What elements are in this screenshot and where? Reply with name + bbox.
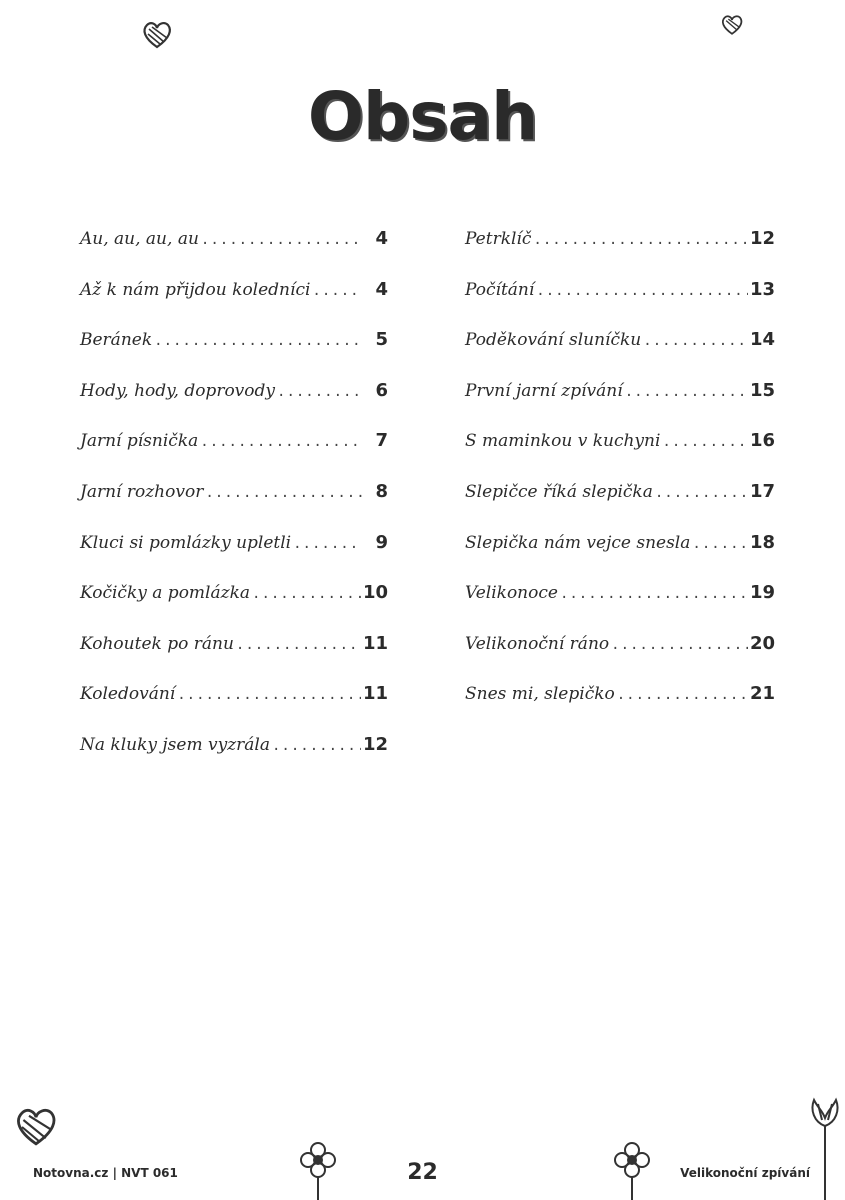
toc-entry-title: Jarní rozhovor: [80, 481, 204, 502]
toc-entry[interactable]: [465, 279, 775, 330]
toc-entry-page: 21: [749, 683, 775, 705]
toc-entry-page: 14: [749, 329, 775, 351]
toc-entry-title: Hody, hody, doprovody: [80, 380, 276, 401]
toc-entry-page: 12: [362, 733, 388, 755]
toc-leader: [312, 283, 362, 299]
toc-entry-title: Petrklíč: [465, 229, 532, 249]
toc-entry[interactable]: [80, 582, 388, 633]
toc-leader: [177, 687, 361, 703]
toc-entry[interactable]: [80, 228, 388, 279]
toc-entry-title: Kohoutek po ránu: [80, 633, 234, 654]
toc-right-column: [465, 228, 775, 734]
toc-entry-page: 13: [749, 278, 775, 300]
toc-entry-page: 7: [375, 430, 388, 452]
toc-entry-page: 16: [749, 430, 775, 452]
toc-leader: [200, 434, 362, 450]
toc-entry[interactable]: [465, 228, 775, 279]
toc-entry[interactable]: [80, 279, 388, 330]
toc-leader: [236, 637, 361, 653]
toc-entry-title: Na kluky jsem vyzrála: [80, 734, 270, 755]
toc-entry[interactable]: [465, 481, 775, 532]
toc-entry[interactable]: [80, 329, 388, 380]
toc-entry-title: Velikonoční ráno: [465, 633, 610, 654]
page-title: Obsah: [307, 78, 538, 155]
toc-leader: [560, 586, 748, 602]
page-number: 22: [407, 1160, 438, 1185]
toc-entry[interactable]: [465, 430, 775, 481]
toc-entry-title: Jarní písnička: [80, 431, 199, 452]
toc-entry-title: Až k nám přijdou koledníci: [80, 279, 311, 300]
toc-leader: [293, 536, 362, 552]
toc-entry-title: Velikonoce: [465, 583, 558, 604]
toc-entry-title: S maminkou v kuchyni: [465, 431, 661, 452]
toc-entry-title: Au, au, au, au: [80, 229, 199, 249]
toc-entry-title: První jarní zpívání: [465, 380, 623, 401]
toc-leader: [272, 738, 361, 754]
toc-entry[interactable]: [465, 633, 775, 684]
toc-entry-title: Koledování: [80, 684, 176, 705]
toc-leader: [655, 485, 748, 501]
toc-entry[interactable]: [465, 532, 775, 583]
toc-entry[interactable]: [465, 582, 775, 633]
toc-entry-title: Slepička nám vejce snesla: [465, 532, 691, 553]
toc-leader: [617, 687, 748, 703]
toc-leader: [536, 283, 748, 299]
toc-entry[interactable]: [80, 734, 388, 785]
toc-entry-page: 5: [375, 329, 388, 351]
toc-entry-page: 17: [749, 480, 775, 502]
toc-entry-page: 10: [362, 582, 388, 604]
toc-leader: [625, 384, 748, 400]
toc-entry[interactable]: [465, 380, 775, 431]
footer-publisher: Notovna.cz | NVT 061: [33, 1166, 178, 1180]
toc-leader: [201, 232, 362, 248]
toc-entry[interactable]: [80, 683, 388, 734]
toc-leader: [252, 586, 361, 602]
toc-entry-title: Slepičce říká slepička: [465, 481, 653, 502]
toc-left-column: [80, 228, 388, 785]
toc-entry-title: Snes mi, slepičko: [465, 684, 615, 705]
toc-entry-title: Beránek: [80, 330, 153, 351]
toc-entry[interactable]: [80, 532, 388, 583]
heart-icon: [10, 1106, 62, 1148]
toc-entry-page: 18: [749, 531, 775, 553]
footer-book-title: Velikonoční zpívání: [680, 1166, 810, 1180]
toc-entry-page: 20: [749, 632, 775, 654]
toc-entry-page: 6: [375, 379, 388, 401]
toc-entry-title: Poděkování sluníčku: [465, 330, 642, 351]
toc-entry[interactable]: [80, 380, 388, 431]
toc-entry-title: Počítání: [465, 279, 535, 300]
heart-icon: [140, 20, 174, 50]
toc-entry-title: Kluci si pomlázky upletli: [80, 532, 292, 553]
toc-entry-page: 19: [749, 582, 775, 604]
toc-entry-title: Kočičky a pomlázka: [80, 583, 251, 604]
toc-entry-page: 11: [362, 632, 388, 654]
toc-entry[interactable]: [465, 329, 775, 380]
toc-entry-page: 4: [375, 278, 388, 300]
toc-entry[interactable]: [80, 430, 388, 481]
heart-icon: [719, 14, 745, 36]
toc-leader: [692, 536, 748, 552]
toc-entry-page: 15: [749, 379, 775, 401]
toc-entry-page: 11: [362, 683, 388, 705]
toc-entry-page: 8: [375, 480, 388, 502]
toc-entry[interactable]: [465, 683, 775, 734]
toc-entry-page: 9: [375, 531, 388, 553]
toc-leader: [154, 333, 362, 349]
toc-leader: [277, 384, 362, 400]
toc-leader: [611, 637, 748, 653]
toc-entry-page: 12: [749, 228, 775, 249]
toc-entry[interactable]: [80, 481, 388, 532]
toc-leader: [533, 232, 748, 248]
toc-leader: [205, 485, 362, 501]
toc-entry-page: 4: [375, 228, 388, 249]
toc-leader: [643, 333, 748, 349]
toc-entry[interactable]: [80, 633, 388, 684]
toc-leader: [662, 434, 748, 450]
